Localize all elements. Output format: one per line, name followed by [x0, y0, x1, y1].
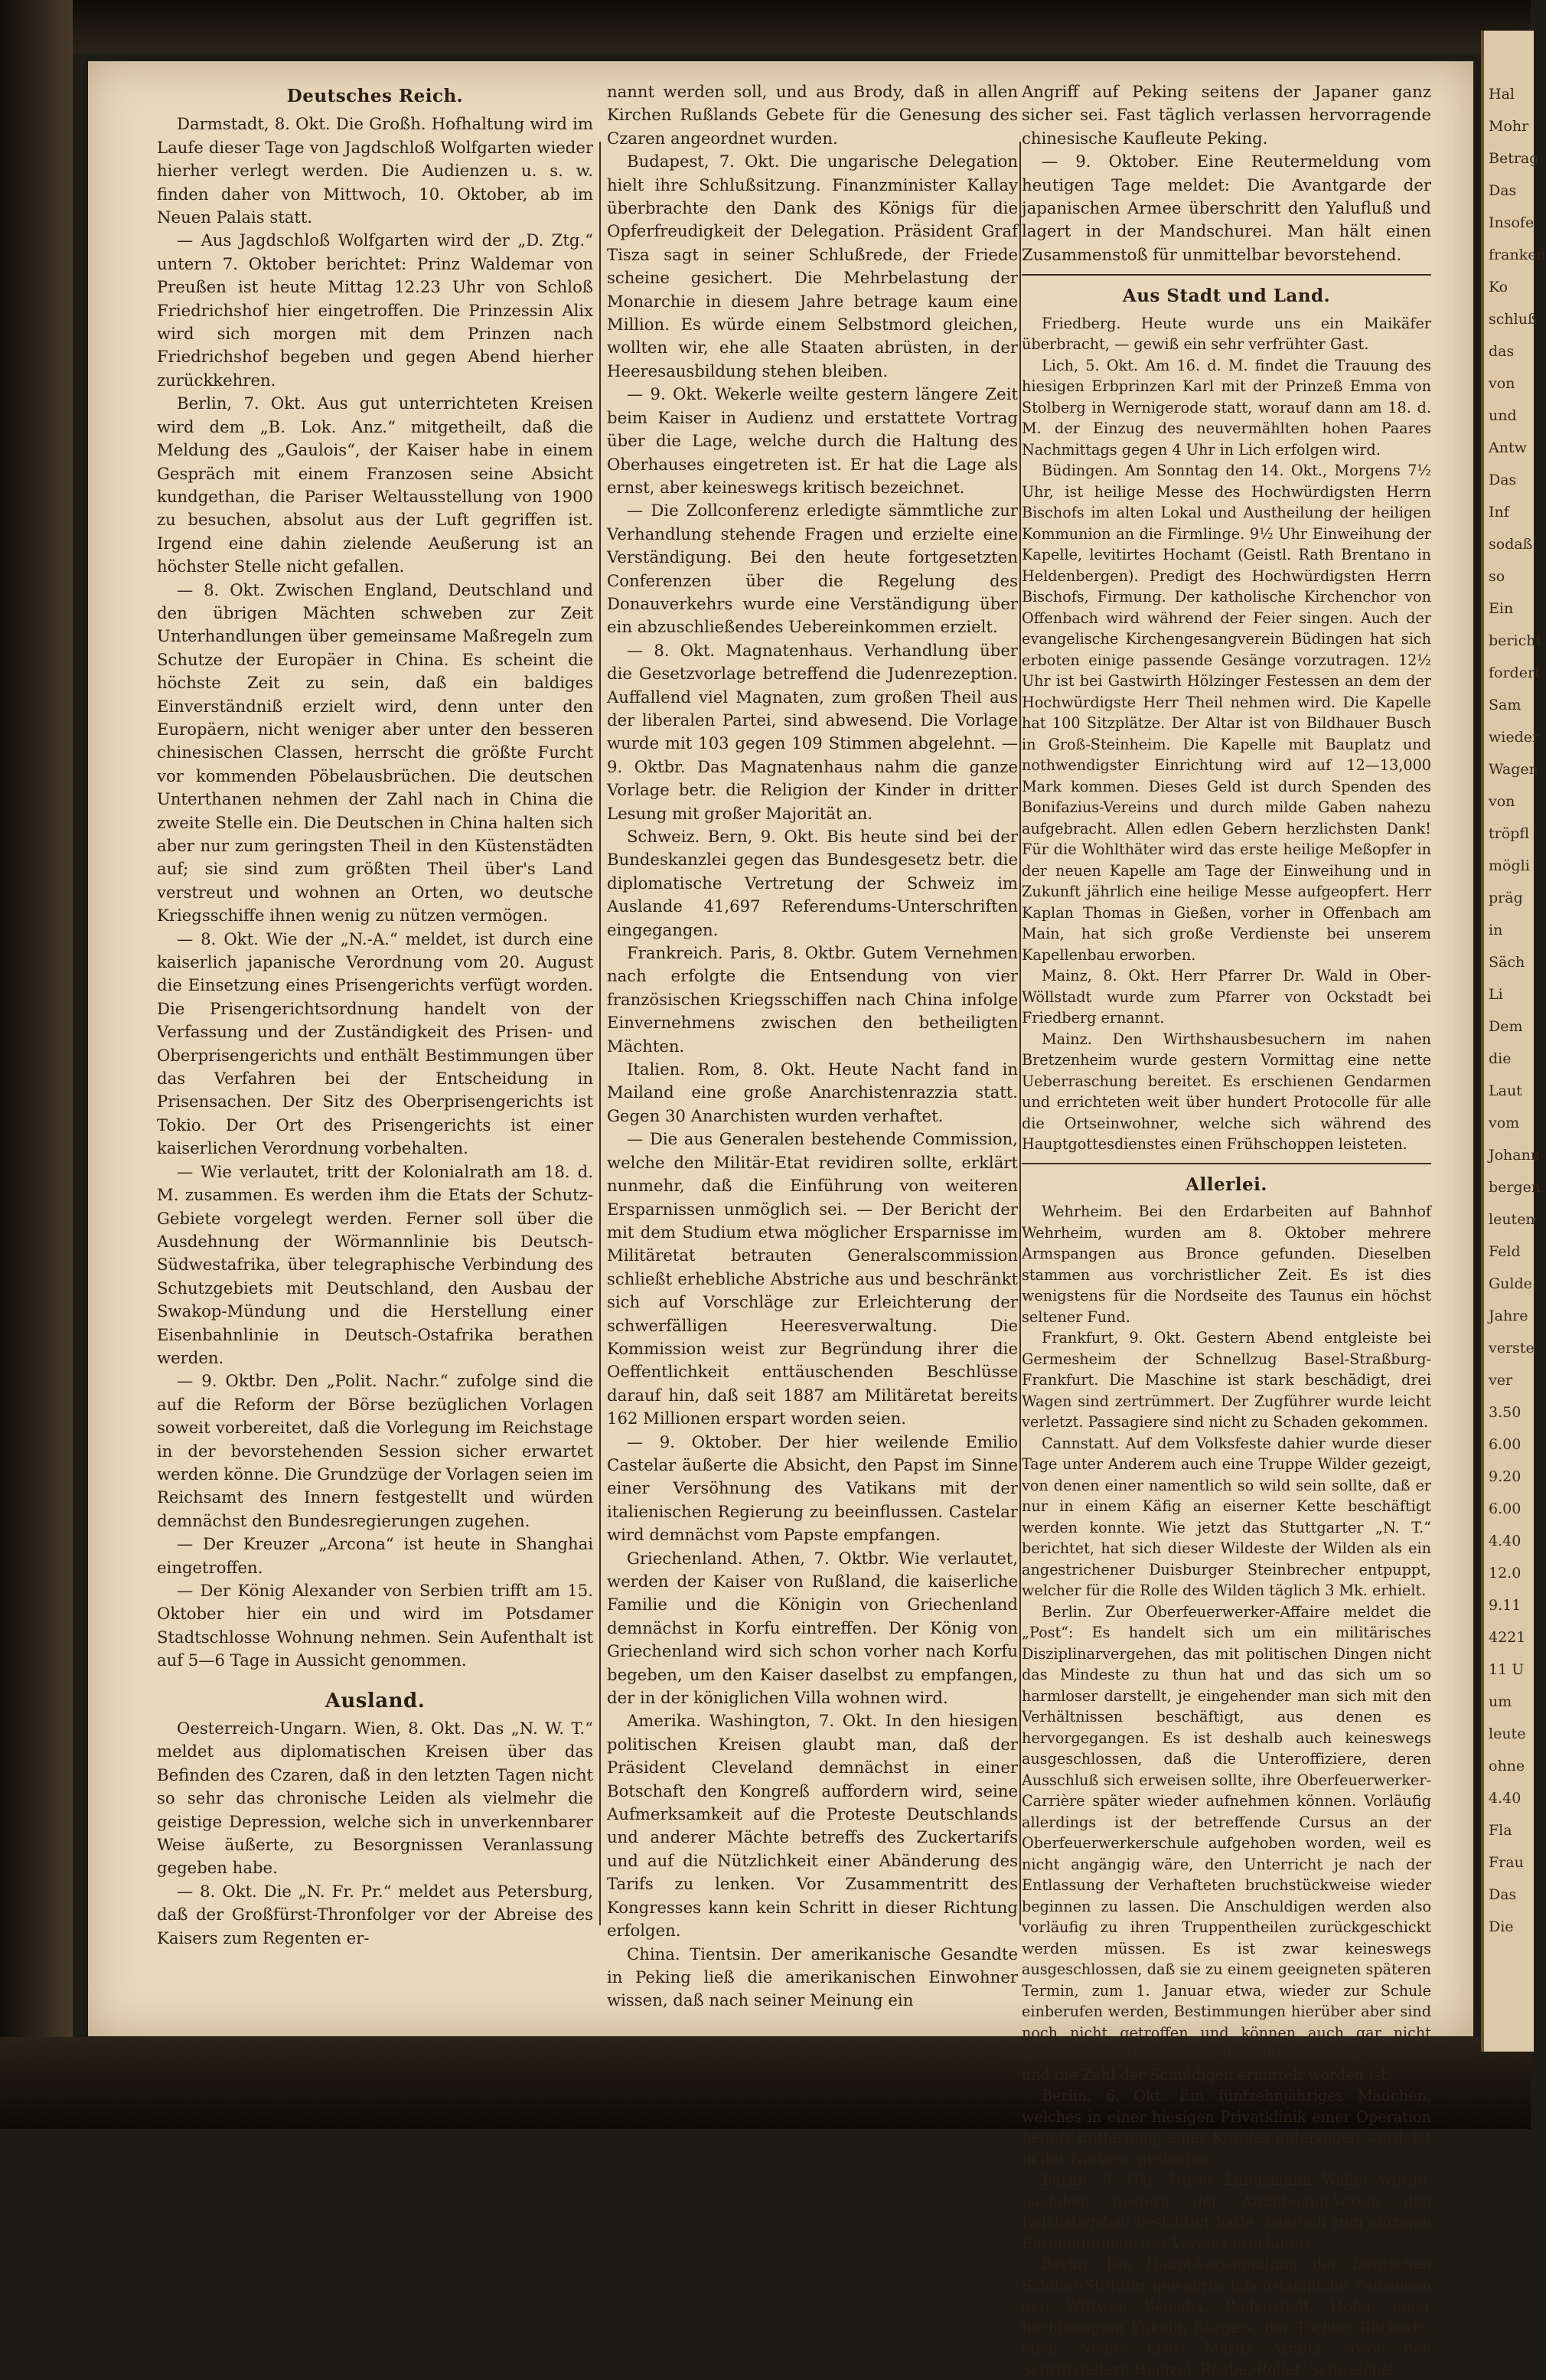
adjacent-page-text: Das: [1489, 472, 1517, 488]
article-paragraph: Schweiz. Bern, 9. Okt. Bis heute sind bei der Bundeskanzlei gegen das Bundesgesetz betr. die diplomatische Vertretung der Schweiz im Auslande 41,697 Referendums-Unterschriften eingegangen.: [607, 827, 1018, 939]
column-rule: [599, 142, 601, 1925]
article-paragraph: — 8. Okt. Wie der „N.-A.“ meldet, ist durch eine kaiserlich japanische Verordnung vom 20. August die Einsetzung eines Prisengerichts verfügt worden. Die Prisengerichtsordnung handelt von der Verfassung und der Zuständigkeit des Prisen- und Oberprisengerichts und enthält Bestimmungen über das Verfahren bei der Entscheidung in Prisensachen. Der Sitz des Oberprisengerichts ist Tokio. Der Ort des Prisengerichts ist einer kaiserlichen Verordnung vorbehalten.: [157, 929, 593, 1158]
adjacent-page-text: 4.40: [1489, 1790, 1522, 1807]
article-paragraph: — Die aus Generalen bestehende Commission, welche den Militär-Etat revidiren sollte, erklärt nunmehr, daß die Einführung von weiteren Ersparnissen unmöglich sei. — Der Bericht der mit dem Studium etwa möglicher Ersparnisse im Militäretat betrauten Generalscommission schließt erhebliche Abstriche aus und beschränkt sich auf Vorschläge zur Erleichterung der schwerfälligen Heeresverwaltung. Die Kommission weist zur Begründung ihrer die Oeffentlichkeit enttäuschenden Beschlüsse darauf hin, daß seit 1887 am Militäretat bereits 162 Millionen erspart worden seien.: [607, 1129, 1018, 1428]
section-heading: Deutsches Reich.: [286, 86, 464, 106]
article-paragraph: Amerika. Washington, 7. Okt. In den hiesigen politischen Kreisen glaubt man, daß der Präsident Cleveland demnächst in einer Botschaft den Kongreß auffordern wird, seine Aufmerksamkeit auf die Proteste Deutschlands und anderer Mächte betreffs des Zuckertarifs und auf die Nützlichkeit einer Abänderung des Tarifs zu lenken. Vor Zusammentritt des Kongresses kann kein Schritt in dieser Richtung erfolgen.: [607, 1711, 1018, 1941]
adjacent-page-text: 6.00: [1489, 1500, 1522, 1517]
article-paragraph: Darmstadt, 8. Okt. Die Großh. Hofhaltung wird im Laufe dieser Tage von Jagdschloß Wolfgarten wieder hierher verlegt werden. Die Audienzen u. s. w. finden daher von Mittwoch, 10. Oktober, ab im Neuen Palais statt.: [157, 114, 593, 227]
article-paragraph: — 8. Okt. Die „N. Fr. Pr.“ meldet aus Petersburg, daß der Großfürst-Thronfolger vor der Abreise des Kaisers zum Regenten er-: [157, 1881, 593, 1947]
article-paragraph: Büdingen. Am Sonntag den 14. Okt., Morgens 7½ Uhr, ist heilige Messe des Hochwürdigsten Herrn Bischofs im alten Lokal und Austheilung der heiligen Kommunion an die Firmlinge. 9½ Uhr Einweihung der Kapelle, levitirtes Hochamt (Geistl. Rath Brentano in Heldenbergen). Predigt des Hochwürdigsten Herrn Bischofs, Firmung. Der katholische Kirchenchor von Offenbach wird während der Feier singen. Auch der evangelische Kirchengesangverein Büdingen hat sich erboten einige passende Gesänge vorzutragen. 12½ Uhr ist bei Gastwirth Hölzinger Festessen an dem der Hochwürdigste Herr Theil nehmen wird. Die Kapelle hat 100 Sitzplätze. Der Altar ist von Bildhauer Busch in Groß-Steinheim. Die Kapelle mit Bauplatz und nothwendigster Einrichtung wird auf 12—13,000 Mark kommen. Dieses Geld ist durch Spenden des Bonifazius-Vereins und durch milde Gaben nahezu aufgebracht. Allen edlen Gebern herzlichsten Dank! Für die Wohlthäter wird das erste heilige Meßopfer in der neuen Kapelle am Tage der Einweihung und in Zukunft jährlich eine heilige Messe aufgeopfert. Herr Kaplan Thomas in Gießen, vorher in Offenbach am Main, hat sich große Verdienste bei unserem Kapellenbau erworben.: [1022, 462, 1431, 964]
article-paragraph: Frankfurt, 9. Okt. Gestern Abend entgleiste bei Germesheim der Schnellzug Basel-Straßburg-Frankfurt. Die Maschine ist stark beschädigt, drei Wagen sind zertrümmert. Der Zugführer wurde leicht verletzt. Passagiere sind nicht zu Schaden gekommen.: [1022, 1329, 1431, 1432]
article-paragraph: Friedberg. Heute wurde uns ein Maikäfer überbracht, — gewiß ein sehr verfrühter Gast.: [1022, 314, 1431, 354]
adjacent-page-text: Wagen: [1489, 761, 1538, 778]
adjacent-page-text: 9.20: [1489, 1468, 1522, 1485]
book-binding-edge: [0, 0, 73, 2129]
article-paragraph: — 9. Oktober. Eine Reutermeldung vom heutigen Tage meldet: Die Avantgarde der japanischen Armee überschritt den Yalufluß und lagert in der Mandschurei. Man hält einen Zusammenstoß für unmittelbar bevorstehend.: [1022, 152, 1431, 264]
section-heading: Aus Stadt und Land.: [1122, 286, 1331, 307]
adjacent-page-text: 4.40: [1489, 1533, 1522, 1549]
adjacent-page-text: schluß: [1489, 311, 1538, 328]
article-paragraph: Budapest, 7. Okt. Die ungarische Delegation hielt ihre Schlußsitzung. Finanzminister Kallay überbrachte den Dank des Königs für die Opferfreudigkeit der Delegation. Präsident Graf Tisza sagt in seiner Schlußrede, der Friede scheine gesichert. Die Mehrbelastung der Monarchie in diesem Jahre betrage kaum eine Million. Es würde einem Selbstmord gleichen, wollten wir, ehe alle Staaten abrüsten, in der Heeresausbildung stehen bleiben.: [607, 152, 1018, 380]
adjacent-page-text: leuten: [1489, 1211, 1535, 1228]
article-paragraph: Griechenland. Athen, 7. Oktbr. Wie verlautet, werden der Kaiser von Rußland, die kaiserliche Familie und die Königin von Griechenland demnächst in Korfu eintreffen. Der König von Griechenland wird sich schon vorher nach Korfu begeben, um den Kaiser daselbst zu empfangen, der in der königlichen Villa wohnen wird.: [607, 1548, 1018, 1708]
adjacent-page-text: Das: [1489, 182, 1517, 199]
adjacent-page-text: Jahre: [1489, 1308, 1528, 1324]
adjacent-page-text: fordert: [1489, 664, 1541, 681]
column-1: [157, 80, 593, 1950]
adjacent-page-text: ver: [1489, 1372, 1513, 1389]
article-paragraph: nannt werden soll, und aus Brody, daß in allen Kirchen Rußlands Gebete für die Genesung des Czaren angeordnet wurden.: [607, 82, 1018, 148]
column-2: [607, 80, 1018, 2013]
article-paragraph: Cannstatt. Auf dem Volksfeste dahier wurde dieser Tage unter Anderem auch eine Truppe Wilder gezeigt, von denen einer namentlich so wild sein sollte, daß er nur in einem Käfig an eiserner Kette beschäftigt werden konnte. Wie jetzt das Stuttgarter „N. T.“ berichtet, hat sich dieser Wildeste der Wilden als ein angestrichener Duisburger Steinbrecher entpuppt, welcher für die Rolle des Wilden täglich 3 Mk. erhielt.: [1022, 1434, 1431, 1600]
adjacent-page-text: von: [1489, 793, 1515, 810]
article-paragraph: Berlin. Zur Oberfeuerwerker-Affaire meldet die „Post“: Es handelt sich um ein militärisches Disziplinarvergehen, das mit politischen Dingen nicht das Mindeste zu thun hat und das sich um so harmloser darstellt, je eingehender man sich mit den Verhältnissen beschäftigt, aus denen es hervorgegangen. Es ist deshalb auch keineswegs ausgeschlossen, daß die Unteroffiziere, deren Ausschluß sich erweisen sollte, ihre Oberfeuerwerker-Carrière später wieder aufnehmen können. Vorläufig allerdings ist der betreffende Cursus an der Oberfeuerwerkerschule aufgehoben worden, weil es nicht angängig wäre, den Unterricht je nach der Entlassung der Verhafteten bruchstückweise wieder beginnen zu lassen. Die Anschuldigen werden also vorläufig zu ihren Truppentheilen zurückgeschickt werden müssen. Es ist zwar keineswegs ausgeschlossen, daß sie zu einem geeigneten späteren Termin, zum 1. Januar etwa, wieder zur Schule einberufen werden, Bestimmungen hierüber aber sind noch nicht getroffen und können auch gar nicht getroffen werden, bevor die Untersuchung beendet und die Zahl der Schuldigen ermittelt worden ist.: [1022, 1602, 1431, 2084]
article-paragraph: Berlin, 8. Okt. Unser Landsmann Wallot wurde, nachdem gestern der Architecten-Verein den Reichstagsbau besichtigt hatte, feierlich zum einzigen Ehrenmitgliede des Vereins proklamirt.: [1022, 2171, 1431, 2252]
article-paragraph: Angriff auf Peking seitens der Japaner ganz sicher sei. Fast täglich verlassen hervorragende chinesische Kaufleute Peking.: [1022, 82, 1431, 148]
adjacent-page-text: ohne: [1489, 1758, 1525, 1774]
adjacent-page-text: Ko: [1489, 279, 1508, 295]
adjacent-page-text: 4221: [1489, 1629, 1526, 1646]
article-paragraph: Wehrheim. Bei den Erdarbeiten auf Bahnhof Wehrheim, wurden am 8. Oktober mehrere Armspangen aus Bronce gefunden. Dieselben stammen aus vorchristlicher Zeit. Es ist dies wenigstens für die Nordseite des Taunus ein höchst seltener Fund.: [1022, 1203, 1431, 1326]
article-paragraph: Mainz, 8. Okt. Herr Pfarrer Dr. Wald in Ober-Wöllstadt wurde zum Pfarrer von Ockstadt bei Friedberg ernannt.: [1022, 967, 1431, 1027]
article-paragraph: — 9. Oktober. Der hier weilende Emilio Castelar äußerte die Absicht, den Papst im Sinne einer Versöhnung des Vatikans mit der italienischen Regierung zu beeinflussen. Castelar wird demnächst vom Papste empfangen.: [607, 1432, 1018, 1545]
article-paragraph: — 9. Oktbr. Den „Polit. Nachr.“ zufolge sind die auf die Reform der Börse bezüglichen Vorlagen soweit vorbereitet, daß die Vorlegung im Reichstage in der bevorstehenden Session sicher erwartet werden könne. Die Grundzüge der Vorlagen seien im Reichsamt des Innern festgestellt und würden demnächst den Bundesregierungen zugehen.: [157, 1371, 593, 1530]
adjacent-page-text: mögli: [1489, 857, 1530, 874]
article-paragraph: — 8. Okt. Magnatenhaus. Verhandlung über die Gesetzvorlage betreffend die Judenrezeption. Auffallend viel Magnaten, zum großen Theil aus der liberalen Partei, sind abwesend. Die Vorlage wurde mit 103 gegen 109 Stimmen abgelehnt. — 9. Oktbr. Das Magnatenhaus nahm die ganze Vorlage betr. die Religion der Kinder in dritter Lesung mit großer Majorität an.: [607, 640, 1018, 823]
adjacent-page-text: Li: [1489, 986, 1503, 1003]
adjacent-page-text: Feld: [1489, 1243, 1521, 1260]
column-rule: [1019, 142, 1021, 1925]
article-paragraph: — Der König Alexander von Serbien trifft am 15. Oktober hier ein und wird im Potsdamer Stadtschlosse Wohnung nehmen. Sein Aufenthalt ist auf 5—6 Tage in Aussicht genommen.: [157, 1581, 593, 1670]
adjacent-page-text: präg: [1489, 890, 1523, 906]
article-paragraph: — 9. Okt. Wekerle weilte gestern längere Zeit beim Kaiser in Audienz und erstattete Vortrag über die Lage, welche durch die Haltung des Oberhauses eingetreten ist. Er hat die Lage als ernst, aber keineswegs kritisch bezeichnet.: [607, 384, 1018, 497]
section-heading: Ausland.: [325, 1689, 426, 1712]
adjacent-page-fragment: [1481, 31, 1546, 2052]
adjacent-page-text: um: [1489, 1693, 1512, 1710]
adjacent-page-text: Hal: [1489, 86, 1515, 103]
adjacent-page-text: Säch: [1489, 954, 1525, 971]
scan-border-top: [0, 0, 1531, 54]
adjacent-page-text: Insofe: [1489, 214, 1535, 231]
article-paragraph: Berlin, 6. Okt. Ein fünfzehnjähriges Mädchen, welches in einer hiesigen Privatklinik einer Operation behufs Entfernung eines Kropfes unterzogen ward, ist in der Narkose gestorben.: [1022, 2087, 1431, 2168]
article-paragraph: — Wie verlautet, tritt der Kolonialrath am 18. d. M. zusammen. Es werden ihm die Etats der Schutz-Gebiete vorgelegt werden. Ferner soll über die Ausdehnung der Wörmannlinie bis Deutsch-Südwestafrika, über telegraphische Verbindung des Schutzgebiets mit Deutschland, den Ausbau der Swakop-Mündung und die Herstellung einer Eisenbahnlinie in Deutsch-Ostafrika berathen werden.: [157, 1161, 593, 1367]
article-paragraph: — Aus Jagdschloß Wolfgarten wird der „D. Ztg.“ untern 7. Oktober berichtet: Prinz Waldemar von Preußen ist heute Mittag 12.23 Uhr von Schloß Friedrichshof hier eingetroffen. Die Prinzessin Alix wird sich morgen mit dem Prinzen nach Friedrichshof begeben und gegen Abend hierher zurückkehren.: [157, 230, 593, 390]
adjacent-page-text: Das: [1489, 1886, 1517, 1903]
adjacent-page-text: Frau: [1489, 1854, 1524, 1871]
adjacent-page-text: die: [1489, 1050, 1512, 1067]
adjacent-page-text: bergen: [1489, 1179, 1541, 1196]
adjacent-page-text: verste: [1489, 1340, 1535, 1357]
column-3: [1022, 80, 1431, 2380]
section-divider: [1022, 1163, 1431, 1164]
adjacent-page-text: und: [1489, 407, 1517, 424]
adjacent-page-text: von: [1489, 375, 1515, 392]
section-heading: Allerlei.: [1186, 1174, 1267, 1195]
adjacent-page-text: wieder: [1489, 729, 1540, 746]
article-paragraph: — Der Kreuzer „Arcona“ ist heute in Shanghai eingetroffen.: [157, 1534, 593, 1577]
article-paragraph: Mainz. Den Wirthshausbesuchern im nahen Bretzenheim wurde gestern Vormittag eine nette Ueberraschung bereitet. Es erschienen Gendarmen und errichteten weit über hundert Protocolle für alle die Ortseinwohner, welche sich während des Hauptgottesdienstes einen Frühschoppen leisteten.: [1022, 1030, 1431, 1154]
adjacent-page-text: Laut: [1489, 1082, 1522, 1099]
adjacent-page-text: Antw: [1489, 439, 1527, 456]
adjacent-page-text: Inf: [1489, 504, 1509, 521]
article-paragraph: Italien. Rom, 8. Okt. Heute Nacht fand in Mailand eine große Anarchistenrazzia statt. Gegen 30 Anarchisten wurden verhaftet.: [607, 1059, 1018, 1125]
adjacent-page-text: leute: [1489, 1725, 1526, 1742]
adjacent-page-text: Mohr: [1489, 118, 1529, 135]
adjacent-page-text: bericht: [1489, 632, 1542, 649]
adjacent-page-text: Fla: [1489, 1822, 1512, 1839]
article-paragraph: Frankreich. Paris, 8. Oktbr. Gutem Vernehmen nach erfolgte die Entsendung von vier französischen Kriegsschiffen nach China infolge Einvernehmens zwischen den betheiligten Mächten.: [607, 943, 1018, 1056]
article-paragraph: Lich, 5. Okt. Am 16. d. M. findet die Trauung des hiesigen Erbprinzen Karl mit der Prinzeß Emma von Stolberg in Wernigerode statt, worauf dann am 18. d. M. der Einzug des neuvermählten hohen Paares Nachmittags gegen 4 Uhr in Lich erfolgen wird.: [1022, 356, 1431, 459]
adjacent-page-text: in: [1489, 922, 1503, 939]
adjacent-page-text: 6.00: [1489, 1436, 1522, 1453]
adjacent-page-text: das: [1489, 343, 1515, 360]
adjacent-page-text: franken: [1489, 246, 1546, 263]
adjacent-page-text: 3.50: [1489, 1404, 1522, 1421]
adjacent-page-text: so: [1489, 568, 1505, 585]
section-divider: [1022, 274, 1431, 276]
adjacent-page-text: 9.11: [1489, 1597, 1522, 1614]
adjacent-page-text: Sam: [1489, 697, 1522, 713]
article-paragraph: Berlin, 7. Okt. Aus gut unterrichteten Kreisen wird dem „B. Lok. Anz.“ mitgetheilt, daß die Meldung des „Gaulois“, der Kaiser habe in einem Gespräch mit einem Franzosen seine Absicht kundgethan, die Pariser Weltausstellung von 1900 zu besuchen, absolut aus der Luft gegriffen ist. Irgend eine dahin zielende Aeußerung ist an höchster Stelle nicht gefallen.: [157, 393, 593, 576]
adjacent-page-text: vom: [1489, 1115, 1520, 1131]
adjacent-page-text: 12.0: [1489, 1565, 1522, 1582]
article-paragraph: Berlin. Die Haupt-Versammlung der Deutschen Schiller-Stiftung gewährte lebenslängliche Pensionen den Wittwen Benedix, Bodenstedt, Höfer, einer hochbetagten Enkelin Bürgers, der Tochter Rückerts, einer Nichte Ernst Moritz Arndts, sowie den Schriftstellern Heinzel, Raabe, Rollet, Schweichel.: [1022, 2255, 1431, 2378]
article-paragraph: — Die Zollconferenz erledigte sämmtliche zur Verhandlung stehende Fragen und erzielte eine Verständigung. Bei den heute fortgesetzten Conferenzen über die Regelung des Donauverkehrs wurde eine Verständigung über ein abzuschließendes Uebereinkommen erzielt.: [607, 501, 1018, 637]
adjacent-page-text: Die: [1489, 1918, 1514, 1935]
article-paragraph: — 8. Okt. Zwischen England, Deutschland und den übrigen Mächten schweben zur Zeit Unterhandlungen über gemeinsame Maßregeln zum Schutze der Europäer in China. Es scheint die höchste Zeit zu sein, daß ein baldiges Einverständniß erzielt wird, denn unter den Europäern, nicht weniger aber unter den besseren chinesischen Classen, herrscht die größte Furcht vor kommenden Pöbelausbrüchen. Die deutschen Unterthanen nehmen der Zahl nach in China die zweite Stelle ein. Die Deutschen in China halten sich aber nur zum geringsten Theil in den Küstenstädten auf; sie sind zum größten Theil über's Land verstreut und wohnen an Orten, wo deutsche Kriegsschiffe ihnen wenig zu nützen vermögen.: [157, 579, 593, 926]
adjacent-page-text: Ein: [1489, 600, 1514, 617]
adjacent-page-text: 11 U: [1489, 1661, 1525, 1678]
adjacent-page-text: tröpfl: [1489, 825, 1529, 842]
article-paragraph: China. Tientsin. Der amerikanische Gesandte in Peking ließ die amerikanischen Einwohner wissen, daß nach seiner Meinung ein: [607, 1944, 1018, 2010]
adjacent-page-text: sodaß: [1489, 536, 1533, 553]
adjacent-page-text: Johann: [1489, 1147, 1541, 1164]
adjacent-page-text: Gulde: [1489, 1275, 1532, 1292]
adjacent-page-text: Dem: [1489, 1018, 1523, 1035]
article-paragraph: Oesterreich-Ungarn. Wien, 8. Okt. Das „N. W. T.“ meldet aus diplomatischen Kreisen über das Befinden des Czaren, daß in den letzten Tagen nicht so sehr das chronische Leiden als vielmehr die geistige Depression, welche sich in unverkennbarer Weise äußerte, zu Besorgnissen Veranlassung gegeben habe.: [157, 1719, 593, 1878]
adjacent-page-text: Betrag: [1489, 150, 1539, 167]
